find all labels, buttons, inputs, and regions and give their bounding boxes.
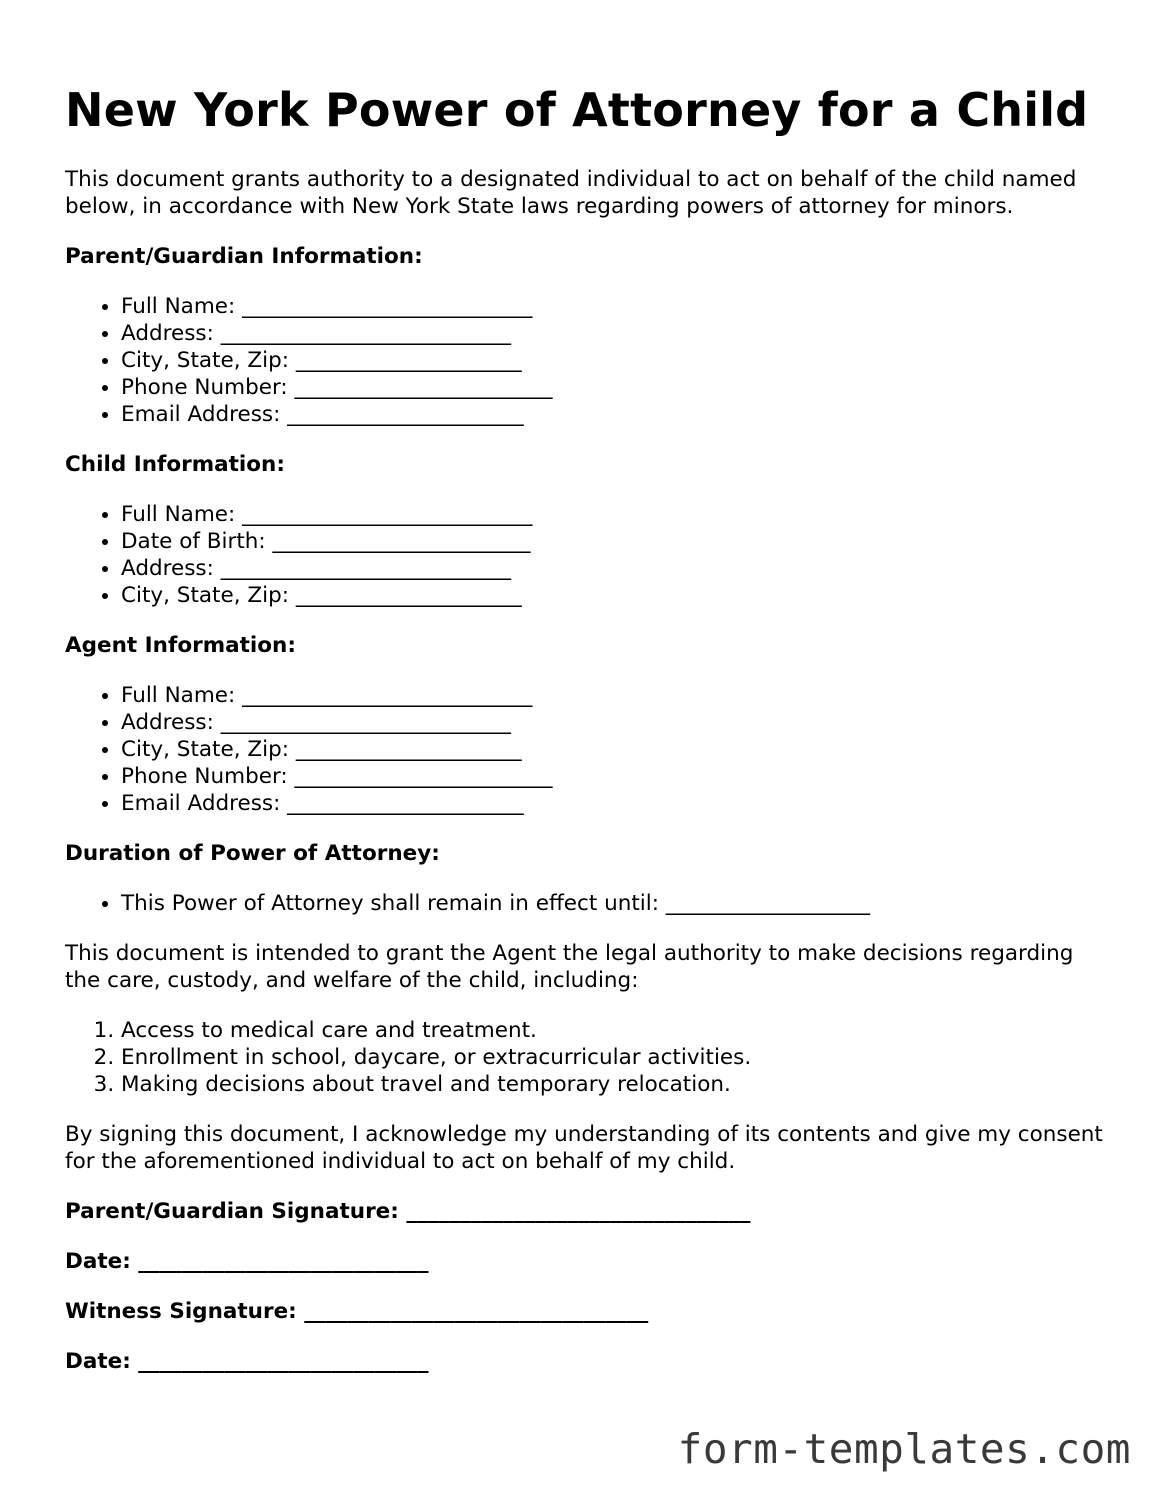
document-page — [65, 78, 1105, 1398]
parent-section-heading: Parent/Guardian Information: — [65, 244, 423, 269]
agent-email-field: • Email Address: ______________________ — [121, 790, 1105, 817]
parent-full-name-field: • Full Name: ___________________________ — [121, 293, 1105, 320]
child-section-heading: Child Information: — [65, 452, 285, 477]
duration-section-heading: Duration of Power of Attorney: — [65, 841, 440, 866]
authority-item: 1. Access to medical care and treatment. — [121, 1017, 1105, 1044]
intro-paragraph: This document grants authority to a designated individual to act on behalf of the child named below, in accordance with New York State laws regarding powers of attorney for minors. — [65, 167, 1077, 219]
authority-item: 2. Enrollment in school, daycare, or extracurricular activities. — [121, 1044, 1105, 1071]
duration-until-field: • This Power of Attorney shall remain in effect until: ___________________ — [121, 890, 1105, 917]
agent-section-heading: Agent Information: — [65, 633, 296, 658]
parent-email-field: • Email Address: ______________________ — [121, 401, 1105, 428]
parent-date-line: Date: ___________________________ — [65, 1249, 429, 1274]
child-city-state-zip-field: • City, State, Zip: _____________________ — [121, 582, 1105, 609]
agent-city-state-zip-field: • City, State, Zip: _____________________ — [121, 736, 1105, 763]
parent-info-list — [65, 293, 1105, 428]
child-info-list — [65, 501, 1105, 609]
parent-city-state-zip-field: • City, State, Zip: _____________________ — [121, 347, 1105, 374]
agent-address-field: • Address: ___________________________ — [121, 709, 1105, 736]
agent-phone-field: • Phone Number: ________________________ — [121, 763, 1105, 790]
parent-phone-field: • Phone Number: ________________________ — [121, 374, 1105, 401]
authority-list — [65, 1017, 1105, 1098]
child-address-field: • Address: ___________________________ — [121, 555, 1105, 582]
authority-paragraph: This document is intended to grant the Agent the legal authority to make decisions regarding the care, custody, and welfare of the child, including: — [65, 941, 1074, 993]
agent-info-list — [65, 682, 1105, 817]
agent-full-name-field: • Full Name: ___________________________ — [121, 682, 1105, 709]
document-title: New York Power of Attorney for a Child — [65, 83, 1089, 137]
authority-item: 3. Making decisions about travel and temporary relocation. — [121, 1071, 1105, 1098]
site-watermark: form-templates.com — [677, 1425, 1131, 1473]
duration-list — [65, 890, 1105, 917]
witness-signature-line: Witness Signature: ________________________________ — [65, 1299, 649, 1324]
child-dob-field: • Date of Birth: ________________________ — [121, 528, 1105, 555]
consent-paragraph: By signing this document, I acknowledge my understanding of its contents and give my consent for the aforementioned individual to act on behalf of my child. — [65, 1122, 1103, 1174]
child-full-name-field: • Full Name: ___________________________ — [121, 501, 1105, 528]
witness-date-line: Date: ___________________________ — [65, 1349, 429, 1374]
parent-address-field: • Address: ___________________________ — [121, 320, 1105, 347]
parent-signature-line: Parent/Guardian Signature: ________________________________ — [65, 1199, 751, 1224]
